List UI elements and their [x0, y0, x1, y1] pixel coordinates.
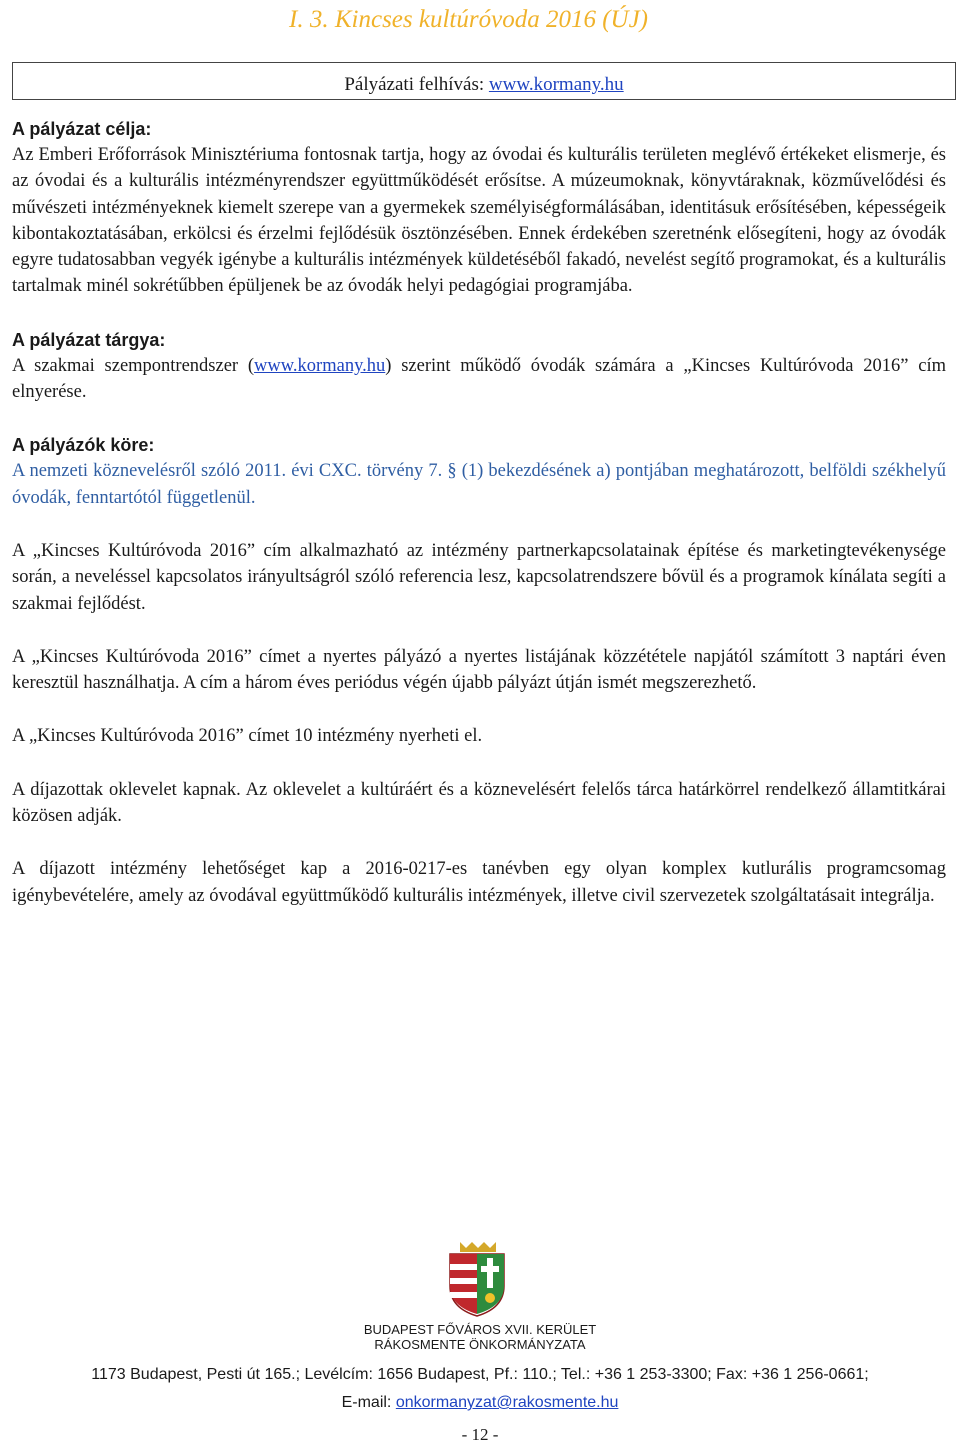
goal-paragraph: Az Emberi Erőforrások Minisztériuma fontosnak tartja, hogy az óvodai és kulturális területen meglévő értékeket elismerje, és az óvodai és a kulturális intézményrendszer együttműködését erősítse. A múzeumoknak, könyvtáraknak, közművelődési és művészeti intézményeknek kiemelt szerepe van a gyermekek személyiségformálásában, identitásuk erősítésében, képességeik kibontakoztatásában, erkölcsi és érzelmi fejlődésük ösztönzésében. Ennek érdekében szeretnénk elősegíteni, hogy az óvodák egyre tudatosabban vegyék igénybe a kulturális intézmények küldetéséből fakadó, nevelést segítő programokat, és a kulturális tartalmak minél sokrétűbben épüljenek be az óvodák helyi pedagógiai programjába. [12, 145, 946, 297]
program-package-paragraph: A díjazott intézmény lehetőséget kap a 2016-0217-es tanévben egy olyan komplex kutlurális programcsomag igénybevételére, amely az óvodával együttműködő kulturális intézmények, illetve civil szervezetek szolgáltatásait integrálja. [12, 859, 946, 906]
document-body [12, 116, 946, 909]
coat-of-arms-icon [446, 1240, 508, 1318]
applicants-heading: A pályázók köre: [12, 435, 155, 456]
validity-paragraph: A „Kincses Kultúróvoda 2016” címet a nyertes pályázó a nyertes listájának közzététele napjától számított 3 naptári éven keresztül használhatja. A cím a három éves periódus végén újabb pályázt útján ismét megszerezhető. [12, 646, 946, 694]
certificate-paragraph: A díjazottak oklevelet kapnak. Az oklevelet a kultúráért és a köznevelésért felelős tárca határkörrel rendelkező államtitkárai közösen adják. [12, 779, 946, 827]
call-prefix: Pályázati felhívás: [344, 74, 489, 95]
footer-address: 1173 Budapest, Pesti út 165.; Levélcím: 1656 Budapest, Pf.: 110.; Tel.: +36 1 253-3300; Fax: +36 1 256-0661; [91, 1366, 869, 1383]
email-link[interactable]: onkormanyzat@rakosmente.hu [395, 1394, 619, 1411]
winners-count-paragraph: A „Kincses Kultúróvoda 2016” címet 10 intézmény nyerheti el. [12, 726, 483, 747]
email-label: E-mail: [341, 1394, 396, 1411]
page-header-title: I. 3. Kincses kultúróvoda 2016 (ÚJ) [289, 6, 648, 33]
subject-text-after: ) szerint működő óvodák számára a „Kincses Kultúróvoda 2016” cím elnyerése. [12, 355, 946, 403]
subject-paragraph [12, 353, 946, 406]
org-name-line1: BUDAPEST FŐVÁROS XVII. KERÜLET [363, 1322, 597, 1337]
usage-paragraph: A „Kincses Kultúróvoda 2016” cím alkalmazható az intézmény partnerkapcsolatainak építése és marketingtevékenysége során, a neveléssel kapcsolatos irányultságról szóló referencia lesz, kapcsolatrendszere bővül és a programok kínálata segíti a szakmai fejlődést. [12, 540, 946, 614]
subject-kormany-link[interactable]: www.kormany.hu [254, 355, 386, 376]
applicants-paragraph: A nemzeti köznevelésről szóló 2011. évi CXC. törvény 7. § (1) bekezdésének a) pontjában meghatározott, belföldi székhelyű óvodák, fenntartótól függetlenül. [12, 461, 946, 508]
goal-heading: A pályázat célja: [12, 119, 152, 139]
subject-heading: A pályázat tárgya: [12, 329, 166, 350]
page-number: - 12 - [461, 1425, 499, 1444]
kormany-link[interactable]: www.kormany.hu [488, 74, 624, 95]
org-name-line2: RÁKOSMENTE ÖNKORMÁNYZATA [374, 1337, 586, 1352]
footer-email-line [0, 1394, 960, 1412]
call-for-proposals-box [12, 62, 956, 100]
subject-text-before: A szakmai szempontrendszer ( [12, 355, 255, 376]
